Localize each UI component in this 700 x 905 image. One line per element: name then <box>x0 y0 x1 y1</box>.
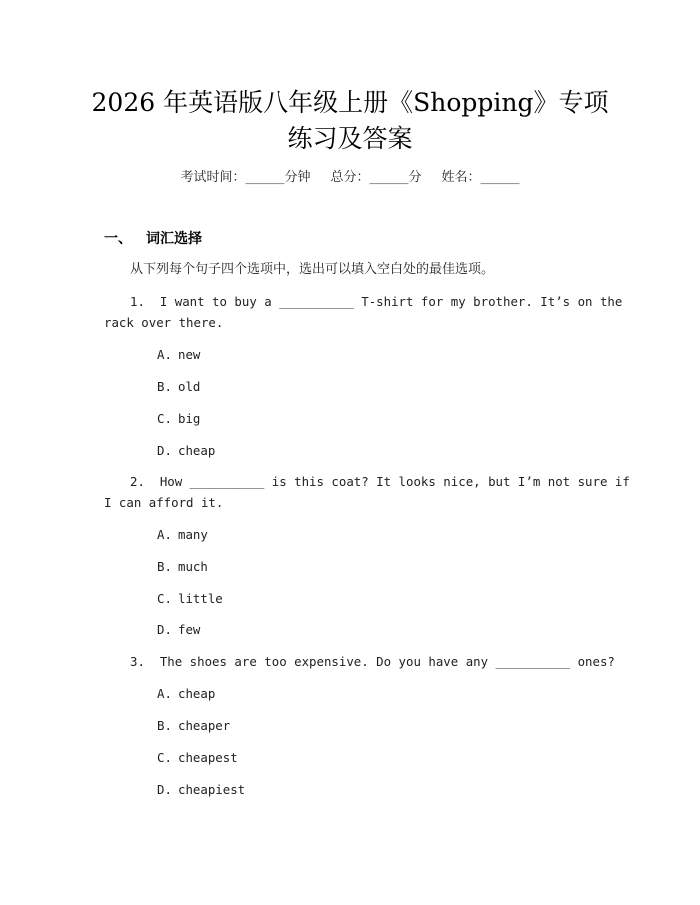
question-3-option-b: B. cheaper <box>157 718 231 733</box>
document-title-line-2: 练习及答案 <box>287 124 413 153</box>
question-1-line-1: 1. I want to buy a __________ T-shirt for my brother. It’s on the <box>130 294 623 309</box>
question-1-option-a: A. new <box>157 347 201 362</box>
total-score-field: 总分：______分 <box>330 170 422 185</box>
question-3-option-d: D. cheapiest <box>157 782 246 797</box>
question-2-option-c: C. little <box>157 591 223 606</box>
question-2-line-2: I can afford it. <box>104 495 224 510</box>
document-title-line-1: 2026 年英语版八年级上册《Shopping》专项 <box>91 88 609 117</box>
exam-time-field: 考试时间：______分钟 <box>180 170 311 185</box>
question-2-option-d: D. few <box>157 622 201 637</box>
question-1-option-c: C. big <box>157 411 201 426</box>
question-3-option-a: A. cheap <box>157 686 216 701</box>
section-title: 词汇选择 <box>146 231 202 247</box>
question-1-line-2: rack over there. <box>104 315 224 330</box>
question-3-option-c: C. cheapest <box>157 750 238 765</box>
question-2-option-a: A. many <box>157 527 208 542</box>
question-1-option-b: B. old <box>157 379 201 394</box>
section-heading <box>104 229 202 249</box>
question-2-option-b: B. much <box>157 559 208 574</box>
section-number: 一、 <box>104 231 132 247</box>
question-2-line-1: 2. How __________ is this coat? It looks nice, but I’m not sure if <box>130 474 630 489</box>
exam-meta <box>0 168 700 188</box>
question-3-line-1: 3. The shoes are too expensive. Do you have any __________ ones? <box>130 654 615 669</box>
section-instruction: 从下列每个句子四个选项中，选出可以填入空白处的最佳选项。 <box>130 262 495 277</box>
student-name-field: 姓名：______ <box>441 170 520 185</box>
question-1-option-d: D. cheap <box>157 443 216 458</box>
